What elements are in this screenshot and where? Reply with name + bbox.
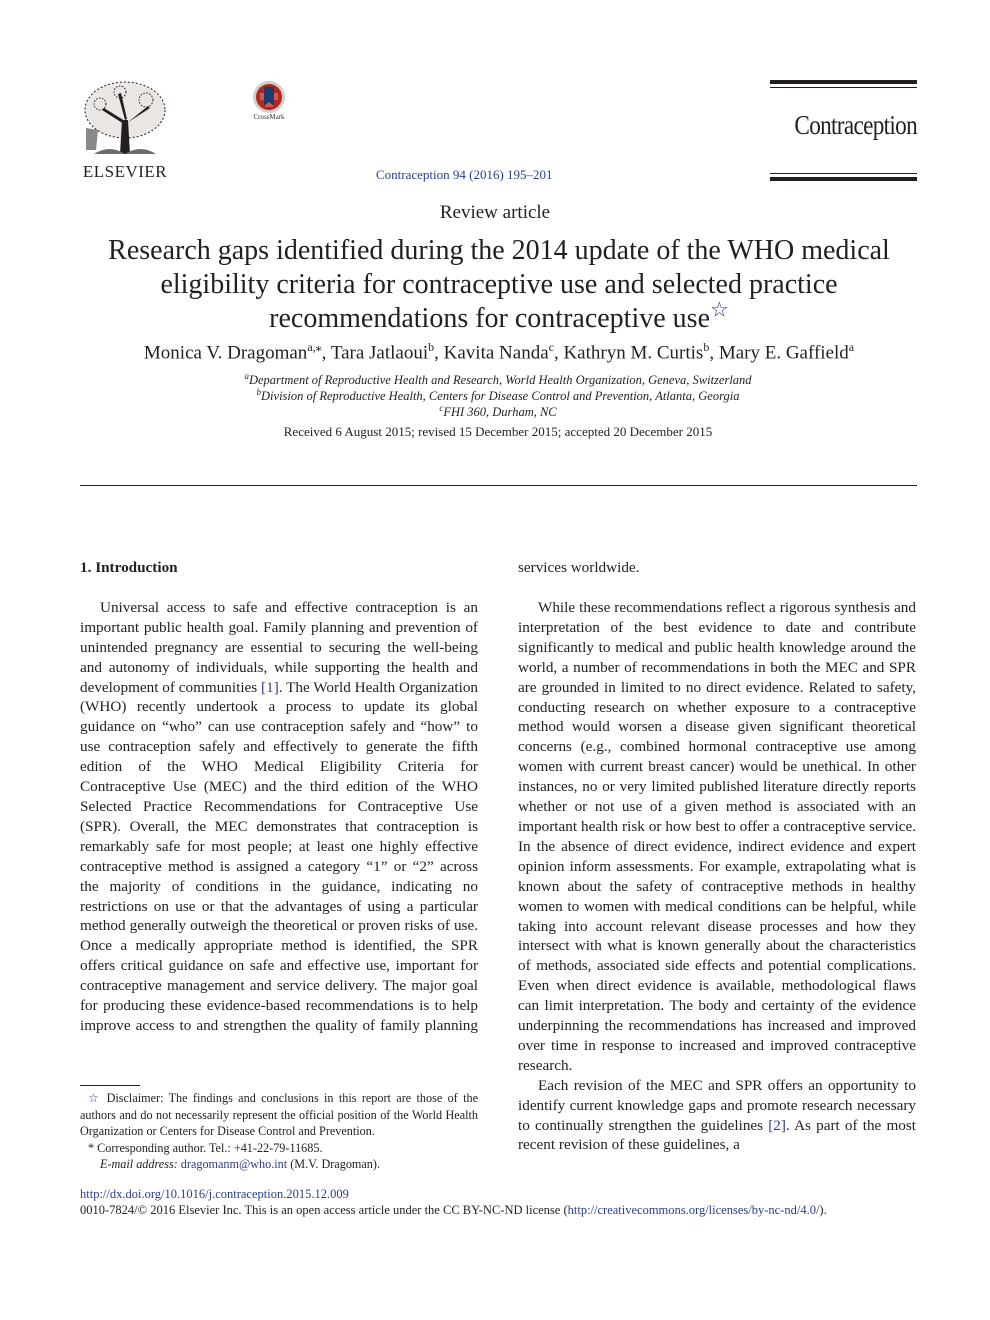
- affiliation-mark: a: [244, 371, 249, 381]
- journal-name: Contraception: [794, 110, 917, 140]
- affiliation: [0, 387, 990, 404]
- email-label: E-mail address:: [100, 1157, 178, 1172]
- footnote-mark: ☆: [88, 1091, 102, 1105]
- section-heading: 1. Introduction: [80, 559, 178, 576]
- affiliation-mark: c: [439, 403, 444, 413]
- paragraph-continuation: [518, 558, 916, 598]
- header-divider: [80, 485, 917, 486]
- affiliation-text: Division of Reproductive Health, Centers for Disease Control and Prevention, Atlanta, Georgia: [261, 389, 740, 404]
- citation-link[interactable]: [2]: [768, 1116, 786, 1134]
- masthead-rule: [770, 173, 917, 174]
- paragraph: [518, 1076, 916, 1156]
- journal-masthead: [770, 80, 917, 182]
- author-name[interactable]: Monica V. Dragoman: [143, 342, 308, 364]
- license-text: 0010-7824/© 2016 Elsevier Inc. This is an open access article under the CC BY-NC-ND license (: [80, 1203, 568, 1217]
- affiliation: [0, 371, 990, 388]
- paragraph-text: Universal access to safe and effective contraception is an important public health goal. Family planning and prevention of unintended pregnancy are essential to securing the well-being and autonomy of individuals, while supporting the health and development of communities: [80, 598, 478, 696]
- citation-link[interactable]: [1]: [261, 678, 279, 696]
- masthead-rule: [770, 177, 917, 181]
- email-link[interactable]: dragomanm@who.int: [180, 1157, 288, 1172]
- license-text: ).: [819, 1203, 827, 1217]
- paragraph: While these recommendations reflect a rigorous synthesis and interpretation of the best evidence to date and contribute significantly to medical and public health knowledge around the world, a number of recommendations in both the MEC and SPR are grounded in limited to no direct evidence. Related to safety, conducting research on whether exposure to a contraceptive method would worsen a disease given significant theoretical concerns (e.g., combined hormonal contraceptive use among women with current breast cancer) would be unethical. In other instances, no or very limited published literature directly reports whether or not use of a given method is associated with an important health risk or how best to offer a contraceptive service. In the absence of direct evidence, indirect evidence and expert opinion inform assessments. For example, extrapolating what is known about the safety of contraceptive methods in healthy women to women with medical conditions can be helpful, while taking into account relevant disease processes and how they intersect with what is known generally about the characteristics of methods, associated side effects and potential complications. Even when direct evidence is available, methodological flaws can limit interpretation. The body and certainty of the evidence underpinning the recommendations has increased and improved over time in response to increased and improved contraceptive research.: [518, 599, 916, 1074]
- paragraph-text: . The World Health Organization (WHO) recently undertook a process to update its global guidance on “who” can use contraception safely and “how” to use contraception safely and effectively to generate the fifth edition of the WHO Medical Eligibility Criteria for Contraceptive Use (MEC) and the third edition of the WHO Selected Practice Recommendations for Contraceptive Use (SPR). Overall, the MEC demonstrates that contraception is remarkably safe for most people; at least one highly effective contraceptive method is assigned a category “1” or “2” across the majority of conditions in the guidance, indicating no restrictions on use or that the advantages of using a particular method generally outweigh the theoretical or proven risks of use. Once a medically appropriate method is identified, the SPR offers critical guidance on safe and effective use, important for contraceptive management and service delivery. The major goal for producing these evidence-based recommendations is to help improve access to and strengthen the quality of family planning: [80, 678, 478, 1034]
- license-line: [80, 1203, 827, 1218]
- crossmark-label: CrossMark: [253, 113, 285, 121]
- author-affiliation-mark[interactable]: b: [703, 340, 710, 354]
- paragraph: [80, 598, 478, 1037]
- left-column: [80, 558, 478, 1037]
- received-dates: Received 6 August 2015; revised 15 December 2015; accepted 20 December 2015: [283, 424, 713, 439]
- paragraph-text: services worldwide.: [518, 558, 640, 576]
- footnote-text: Corresponding author. Tel.: +41-22-79-11685.: [97, 1140, 323, 1155]
- title-footnote-mark[interactable]: ☆: [710, 297, 729, 322]
- disclaimer-footnote: [80, 1090, 478, 1140]
- affiliation: [0, 403, 990, 420]
- author-name[interactable]: Kathryn M. Curtis: [563, 342, 704, 364]
- article-title: [80, 234, 918, 336]
- author-affiliation-mark[interactable]: a: [848, 340, 855, 354]
- article-title-text: Research gaps identified during the 2014 update of the WHO medical eligibility criteria for contraceptive use and selected practice recommendations for contraceptive use: [108, 235, 890, 334]
- author-affiliation-mark[interactable]: c: [548, 340, 554, 354]
- author-affiliation-mark[interactable]: b: [428, 340, 435, 354]
- doi-link[interactable]: http://dx.doi.org/10.1016/j.contraception.2015.12.009: [80, 1187, 349, 1201]
- masthead-rule: [770, 87, 917, 88]
- author-affiliation-mark[interactable]: a,⁎: [307, 340, 322, 354]
- publisher-name: ELSEVIER: [82, 162, 168, 181]
- author-name[interactable]: Kavita Nanda: [443, 342, 549, 364]
- author-list: Monica V. Dragoman$^{a,⁎}$, Tara Jatlaoui$^b$, Kavita Nanda$^c$, Kathryn M. Curtis$^b$, Mary E. Gaffield$^a$: [143, 340, 855, 364]
- email-footnote: [80, 1156, 478, 1173]
- paragraph-text: Each revision of the MEC and SPR offers an opportunity to identify current knowledge gaps and promote research necessary to continually strengthen the guidelines: [518, 1076, 916, 1134]
- affiliation-mark: b: [256, 387, 262, 397]
- article-type: Review article: [439, 202, 551, 223]
- footnote-mark: *: [88, 1140, 95, 1155]
- paragraph-text: . As part of the most recent revision of these guidelines, a: [518, 1116, 916, 1154]
- author-name[interactable]: Tara Jatlaoui: [330, 342, 429, 364]
- footnote-text: (M.V. Dragoman).: [290, 1157, 380, 1172]
- elsevier-tree-icon: [80, 80, 170, 160]
- footnote-divider: [80, 1085, 140, 1086]
- corresponding-author-footnote: [80, 1140, 478, 1157]
- crossmark-icon: [247, 80, 291, 114]
- footnote-text: Disclaimer: The findings and conclusions in this report are those of the authors and do not necessarily represent the official position of the World Health Organization or Centers for Disease Control and Prevention.: [80, 1091, 478, 1139]
- right-column: [518, 558, 916, 1155]
- footnotes: [80, 1090, 478, 1173]
- license-link[interactable]: http://creativecommons.org/licenses/by-nc-nd/4.0/: [567, 1203, 820, 1217]
- affiliation-text: Department of Reproductive Health and Research, World Health Organization, Geneva, Switzerland: [248, 373, 752, 388]
- elsevier-logo: [80, 80, 170, 180]
- affiliation-text: FHI 360, Durham, NC: [443, 405, 557, 420]
- masthead-rule: [770, 80, 917, 84]
- author-name[interactable]: Mary E. Gaffield: [718, 342, 849, 364]
- journal-reference-link[interactable]: Contraception 94 (2016) 195–201: [376, 167, 553, 182]
